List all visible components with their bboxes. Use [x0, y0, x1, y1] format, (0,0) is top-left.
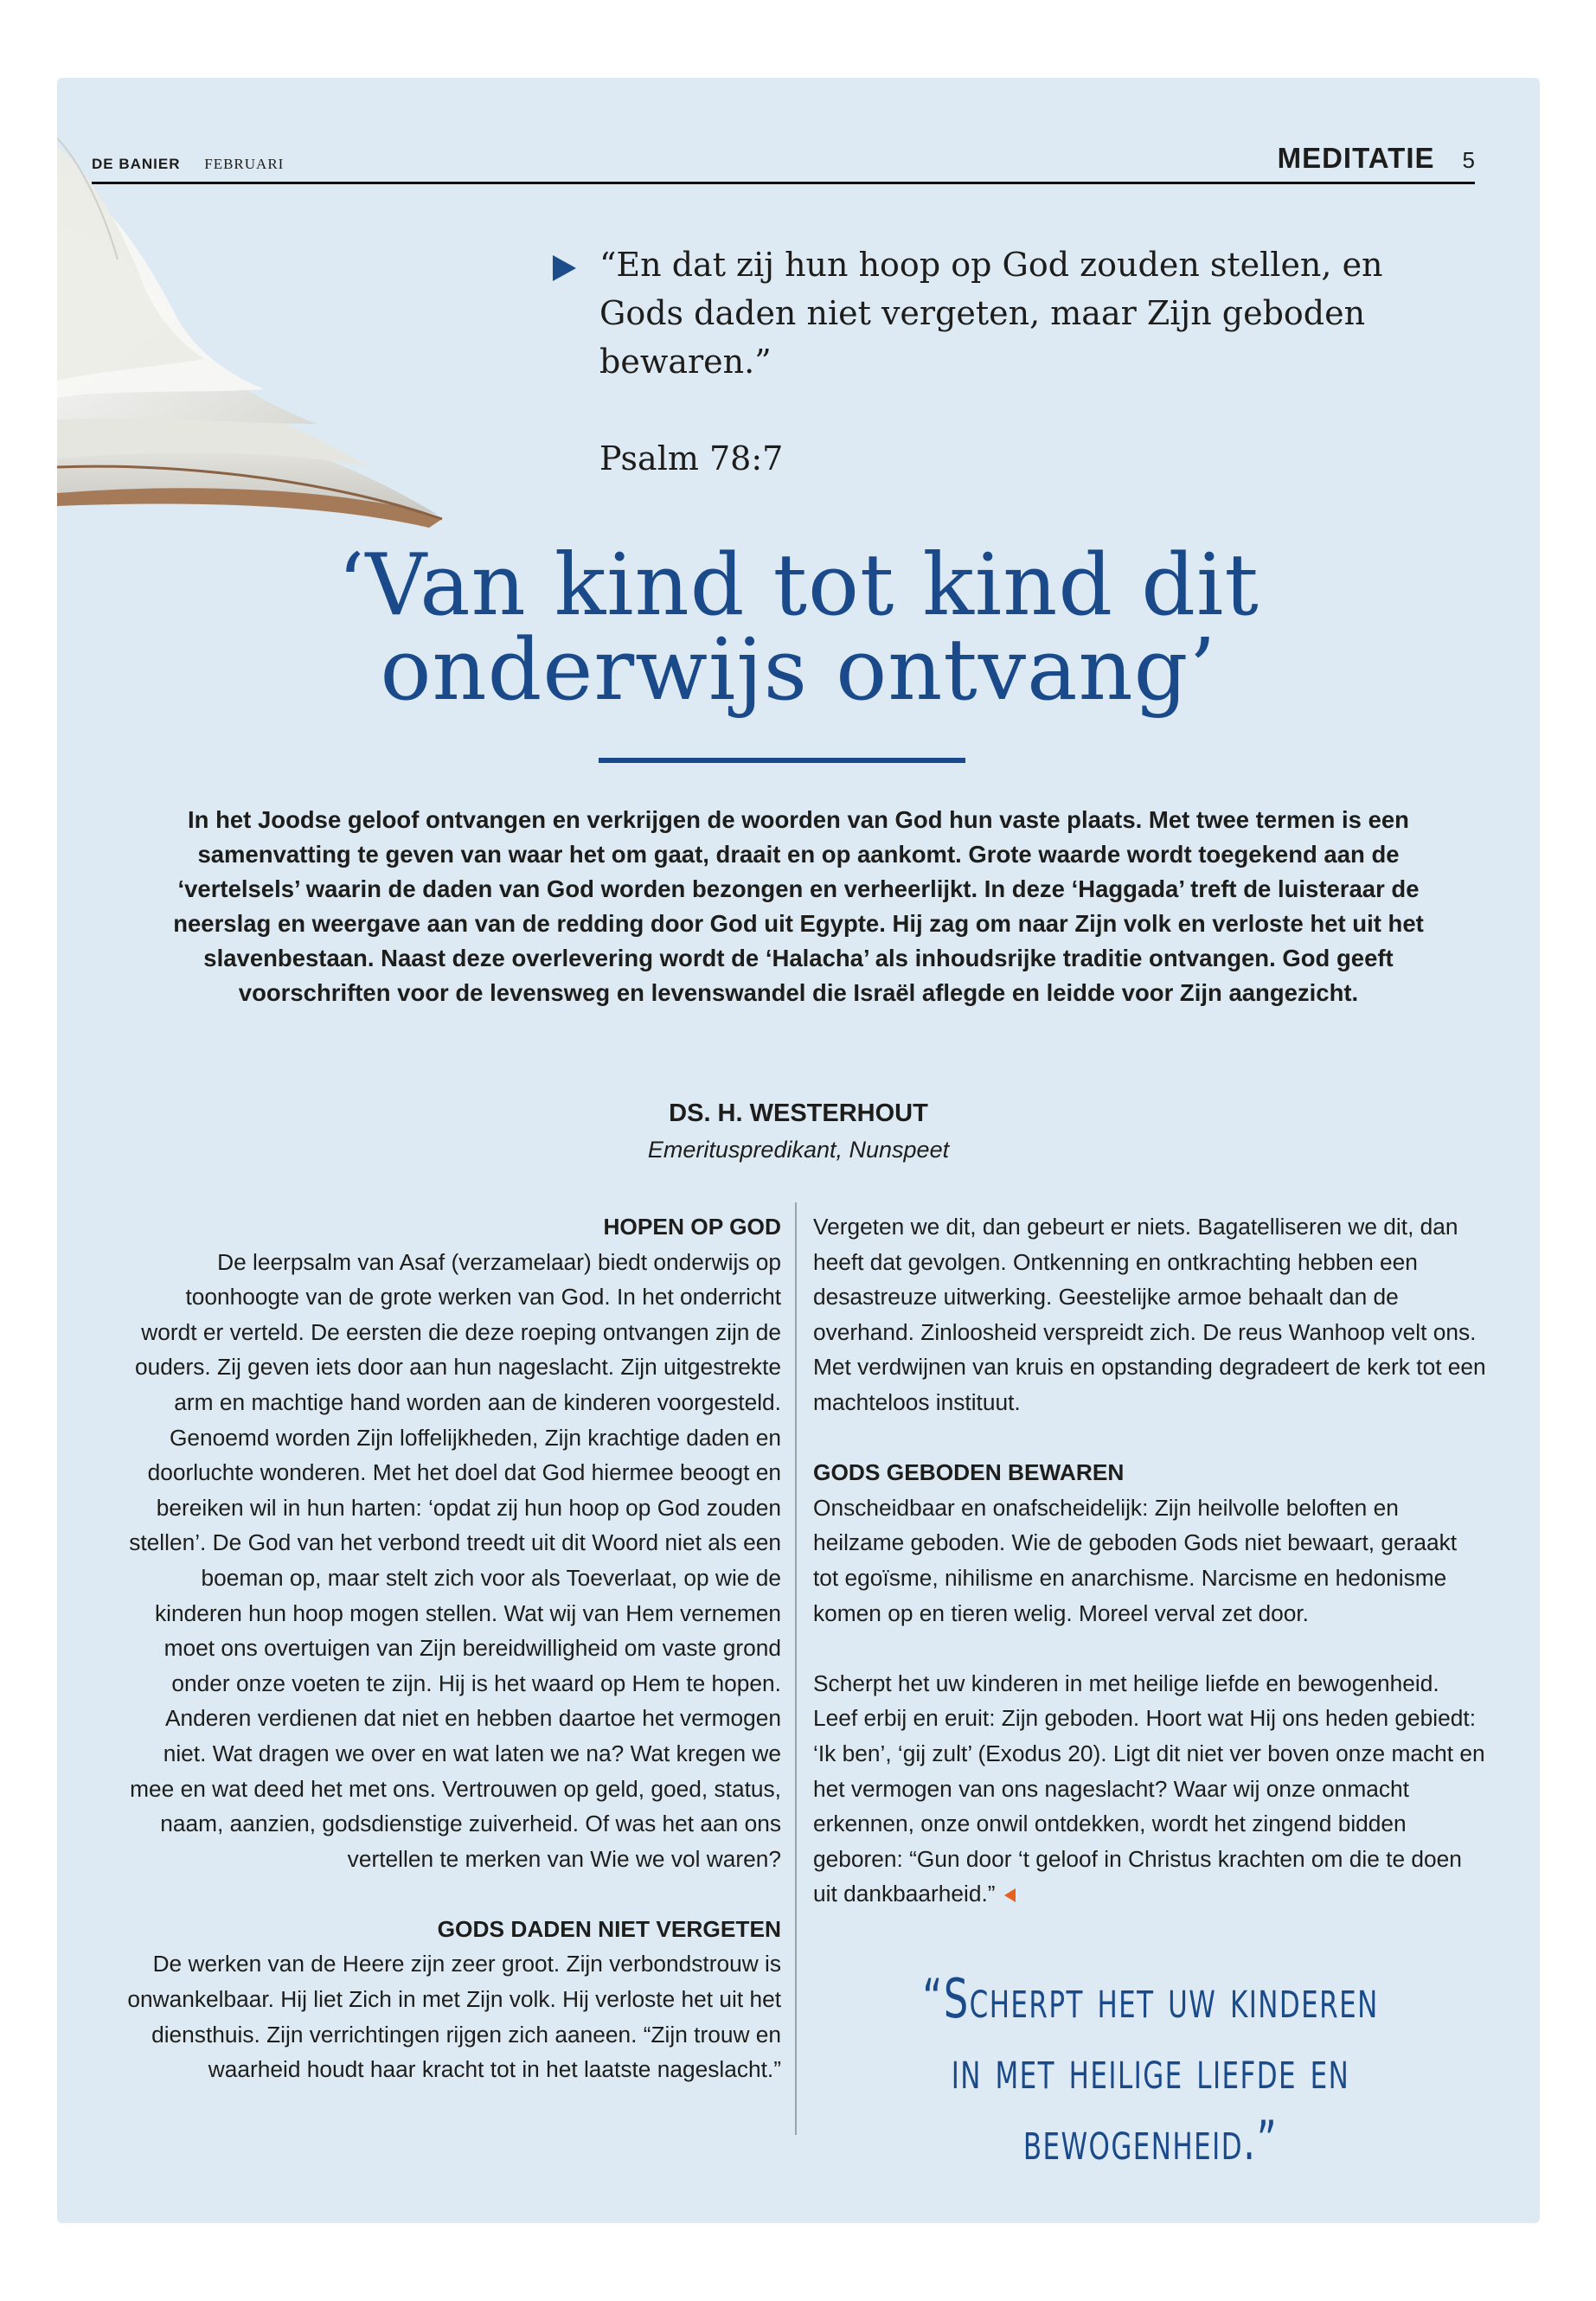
pull-quote [907, 1964, 1394, 2176]
title-line-1: ‘Van kind tot kind dit [337, 536, 1259, 635]
author-role: Emerituspredikant, Nunspeet [647, 1137, 950, 1163]
pull-quote-line-1: “Scherpt het uw kinderen [922, 1967, 1379, 2030]
quote-reference: Psalm 78:7 [599, 439, 784, 478]
author-name: DS. H. WESTERHOUT [669, 1099, 928, 1127]
pull-quote-line-3: bewogenheid.” [1022, 2109, 1279, 2172]
subheading-gods-daden: GODS DADEN NIET VERGETEN [437, 1915, 781, 1942]
header-left [92, 156, 284, 173]
issue-month: FEBRUARI [204, 156, 285, 172]
left-column [126, 1209, 781, 2087]
page-header [92, 142, 1475, 184]
page-panel [57, 78, 1540, 2223]
final-paragraph-text: Scherpt het uw kinderen in met heilige liefde en bewogenheid. Leef erbij en eruit: Zijn geboden. Hoort wat Hij ons heden gebiedt: ‘Ik ben’, ‘gij zult’ (Exodus 20). Ligt dit niet ver boven onze macht en het vermogen van ons nageslacht? Waar wij onze onmacht erkennen, onze onwil ontdekken, wordt het zingend bidden geboren: “Gun door ‘t geloof in Christus krachten om die te doen uit dankbaarheid.” [813, 1670, 1485, 1907]
subheading-hopen-op-god: HOPEN OP GOD [603, 1214, 781, 1240]
paragraph-final [813, 1666, 1488, 1912]
open-book-image [57, 121, 567, 554]
quote-text: “En dat zij hun hoop op God zouden stellen, en Gods daden niet vergeten, maar Zijn geboden bewaren.” [599, 246, 1383, 381]
title-divider [599, 758, 965, 763]
end-mark-icon [1004, 1888, 1016, 1902]
title-line-2: onderwijs ontvang’ [380, 621, 1217, 720]
paragraph: Onscheidbaar en onafscheidelijk: Zijn heilvolle beloften en heilzame geboden. Wie de geboden Gods niet bewaart, geraakt tot egoïsme, nihilisme en anarchisme. Narcisme en hedonisme komen op en tieren welig. Moreel verval zet door. [813, 1494, 1458, 1626]
subheading-gods-geboden: GODS GEBODEN BEWAREN [813, 1459, 1125, 1486]
article-title [57, 536, 1540, 720]
paragraph: Vergeten we dit, dan gebeurt er niets. Bagatelliseren we dit, dan heeft dat gevolgen. Ontkenning en ontkrachting hebben een desastreuze uitwerking. Geestelijke armoe behaalt dan de overhand. Zinloosheid verspreidt zich. De reus Wanhoop velt ons. Met verdwijnen van kruis en opstanding degradeert de kerk tot een machteloos instituut. [813, 1214, 1486, 1415]
article-intro: In het Joodse geloof ontvangen en verkrijgen de woorden van God hun vaste plaats. Met twee termen is een samenvatting te geven van waar het om gaat, draait en op aankomt. Grote waarde wordt toegekend aan de ‘vertelsels’ waarin de daden van God worden bezongen en verheerlijkt. In deze ‘Haggada’ treft de luisteraar de neerslag en weergave aan van de redding door God uit Egypte. Hij zag om naar Zijn volk en verloste het uit het slavenbestaan. Naast deze overlevering wordt de ‘Halacha’ als inhoudsrijke traditie ontvangen. God geeft voorschriften voor de levensweg en levenswandel die Israël aflegde en leidde voor Zijn aangezicht. [173, 806, 1424, 1006]
play-arrow-icon [553, 255, 576, 281]
publication-name: DE BANIER [92, 156, 181, 172]
column-divider [795, 1202, 797, 2135]
bible-quote [554, 240, 1420, 483]
header-right [1278, 142, 1475, 175]
author-block [57, 1094, 1540, 1167]
right-column [813, 1209, 1488, 1912]
section-title: MEDITATIE [1277, 142, 1435, 174]
page-number: 5 [1462, 147, 1475, 173]
pull-quote-line-2: in met heilige liefde en [951, 2038, 1350, 2101]
paragraph: De leerpsalm van Asaf (verzamelaar) biedt onderwijs op toonhoogte van de grote werken van God. In het onderricht wordt er verteld. De eersten die deze roeping ontvangen zijn de ouders. Zij geven iets door aan hun nageslacht. Zijn uitgestrekte arm en machtige hand worden aan de kinderen voorgesteld. Genoemd worden Zijn loffelijkheden, Zijn krachtige daden en doorluchte wonderen. Met het doel dat God hiermee beoogt en bereiken wil in hun harten: ‘opdat zij hun hoop op God zouden stellen’. De God van het verbond treedt uit dit Woord niet als een boeman op, maar stelt zich voor als Toeverlaat, op wie de kinderen hun hoop mogen stellen. Wat wij van Hem vernemen moet ons overtuigen van Zijn bereidwilligheid om vaste grond onder onze voeten te zijn. Hij is het waard op Hem te hopen. Anderen verdienen dat niet en hebben daartoe het vermogen niet. Wat dragen we over en wat laten we na? Wat kregen we mee en wat deed het met ons. Vertrouwen op geld, goed, status, naam, aanzien, godsdienstige zuiverheid. Of was het aan ons vertellen te merken van Wie we vol waren? [129, 1248, 781, 1872]
paragraph: De werken van de Heere zijn zeer groot. Zijn verbondstrouw is onwankelbaar. Hij liet Zich in met Zijn volk. Hij verloste het uit het diensthuis. Zijn verrichtingen rijgen zich aaneen. “Zijn trouw en waarheid houdt haar kracht tot in het laatste nageslacht.” [127, 1951, 781, 2083]
